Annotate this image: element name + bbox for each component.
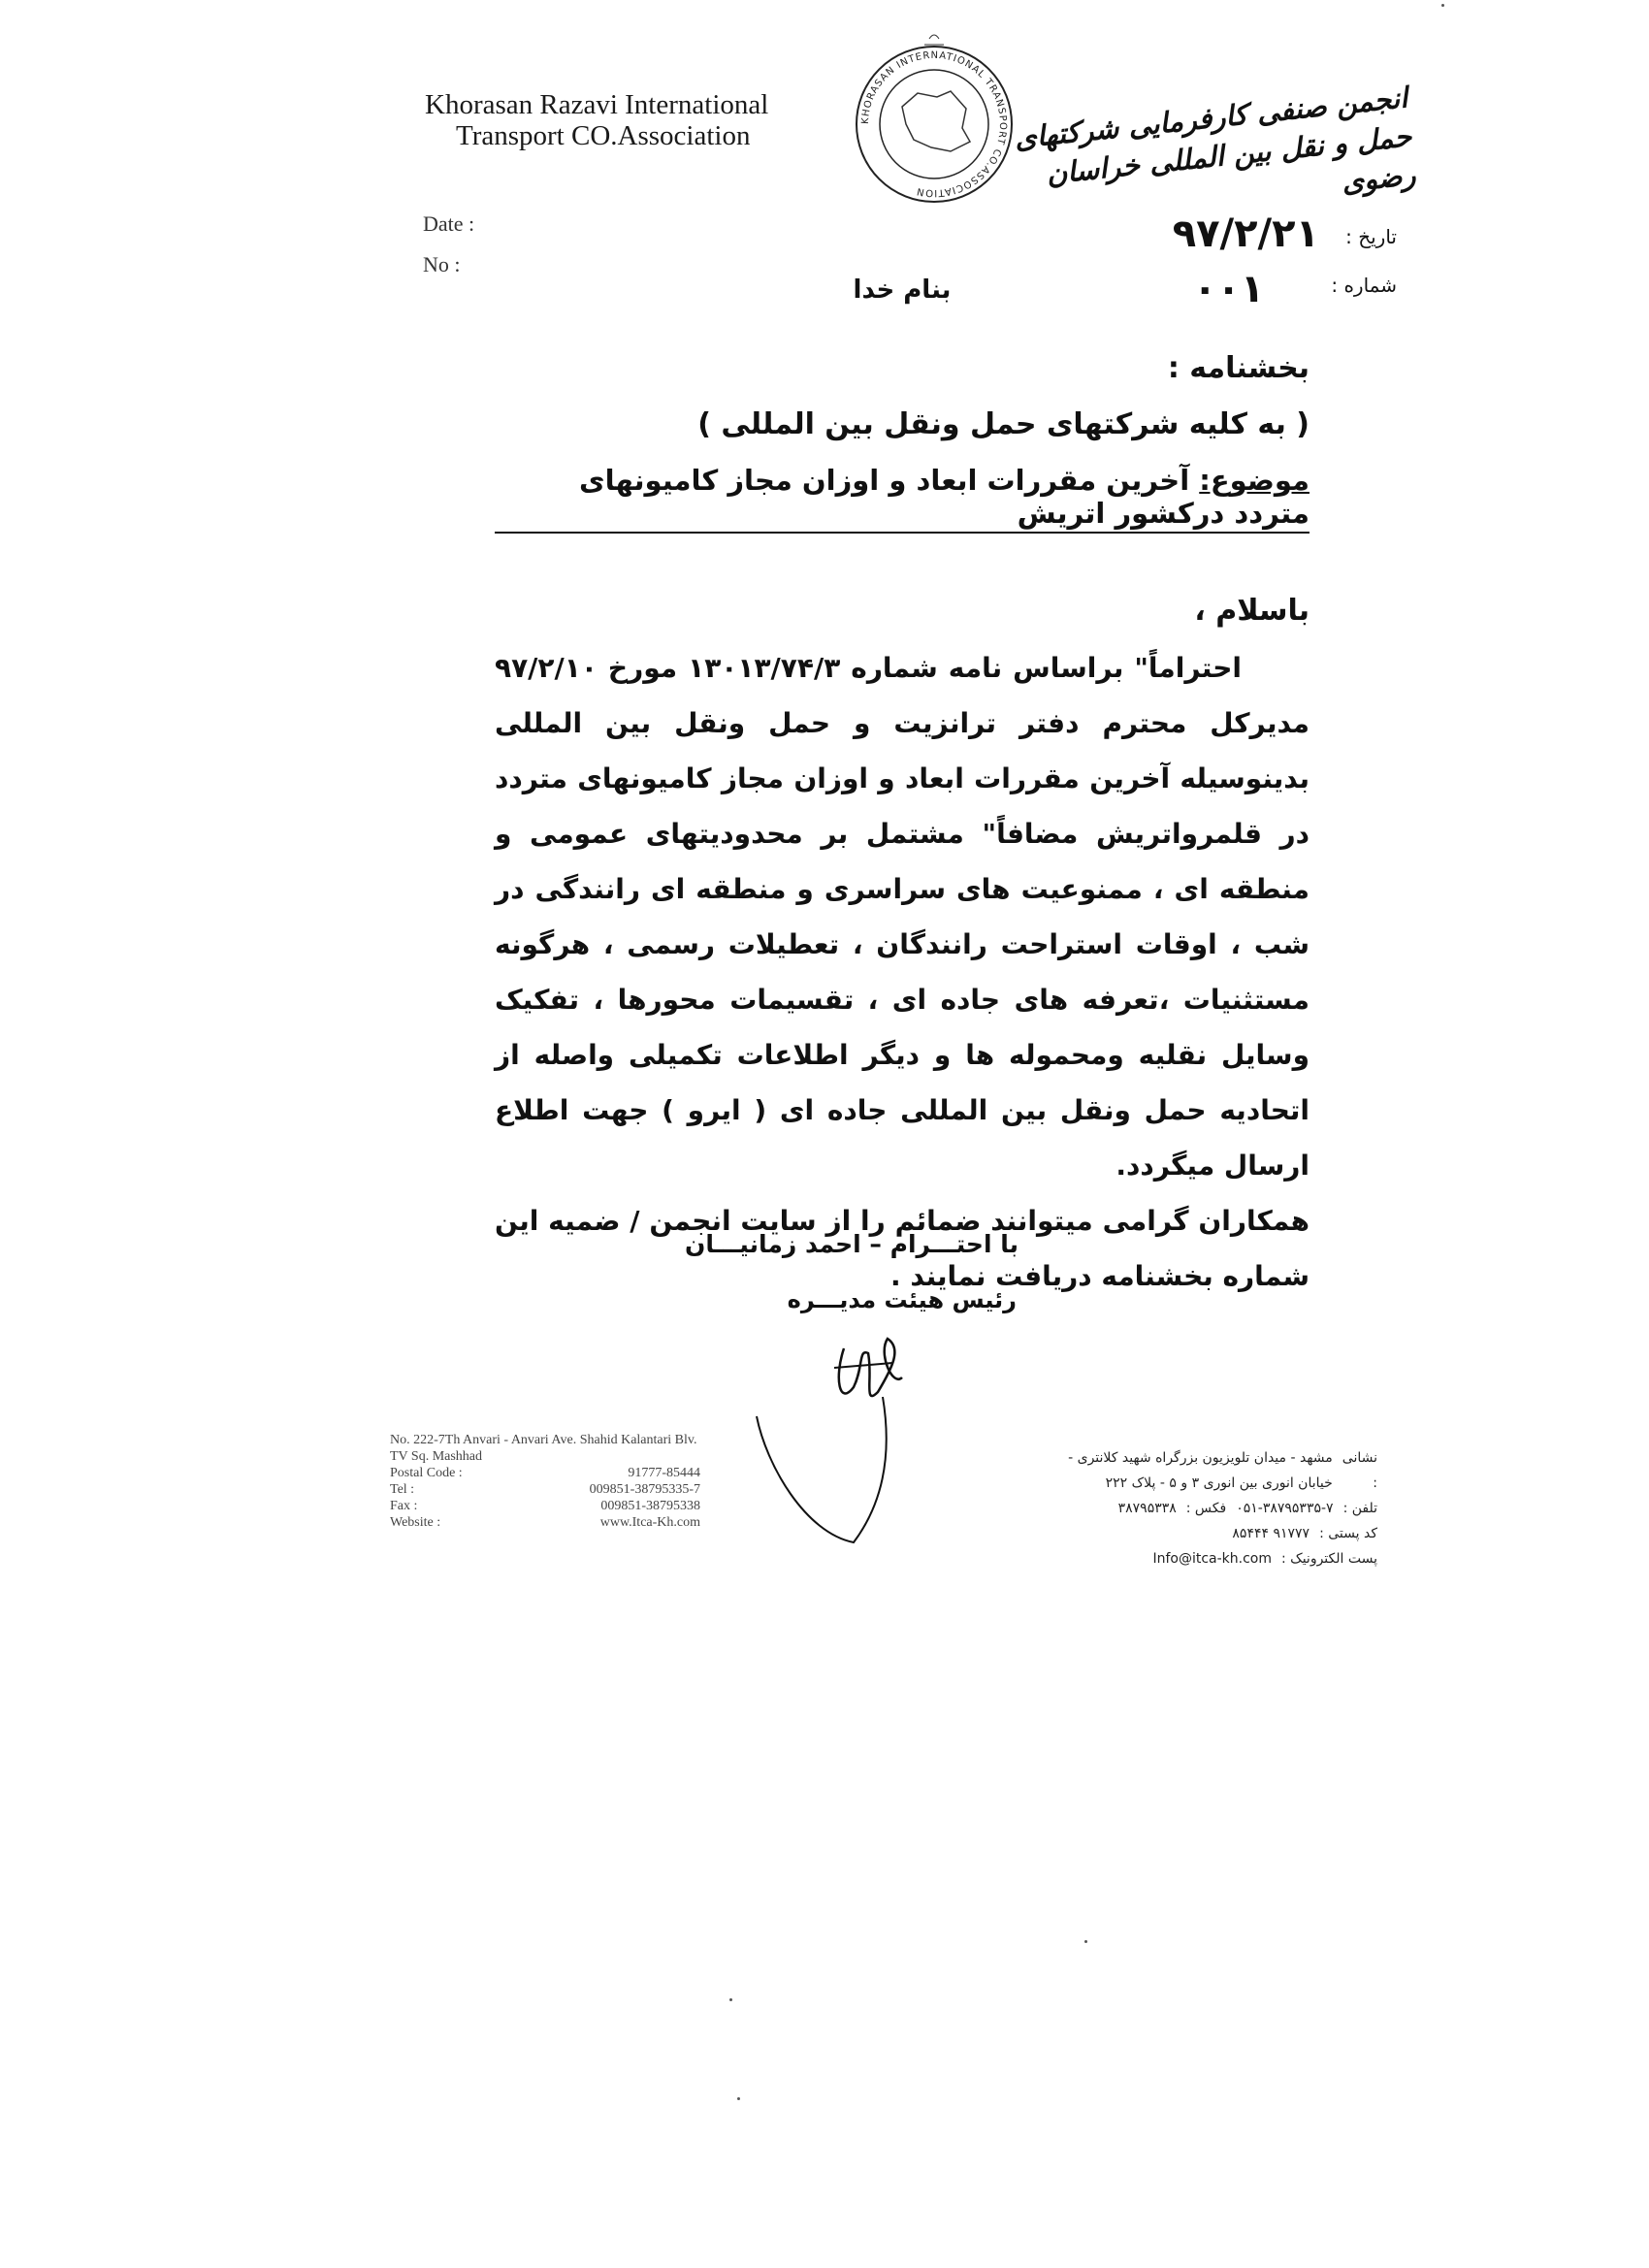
basmala: بنام خدا (853, 275, 952, 305)
email-label-fa: پست الکترونیک : (1281, 1551, 1377, 1567)
no-label-en: No : (423, 252, 461, 276)
body-paragraph-1: احتراماً" براساس نامه شماره ۱۳۰۱۳/۷۴/۳ مورخ ۹۷/۲/۱۰ مدیرکل محترم دفتر ترانزیت و حمل ونقل بین المللی بدینوسیله آخرین مقررات ابعاد و اوزان مجاز کامیونهای متردد در قلمرواتریش مضافاً" مشتمل بر محدودیتهای عمومی و منطقه ای ، ممنوعیت های سراسری و منطقه ای رانندگی در شب ، اوقات استراحت رانندگان ، تعطیلات رسمی ، هرگونه مستثنیات ،تعرفه های جاده ای ، تقسیمات محورها ، تفکیک وسایل نقلیه ومحموله ها و دیگر اطلاعات تکمیلی واصله از اتحادیه حمل ونقل بین المللی جاده ای ( ایرو ) جهت اطلاع ارسال میگردد. (495, 652, 1310, 1182)
footer-en (390, 1432, 700, 1531)
fax-value: 009851-38795338 (600, 1499, 700, 1513)
tel-label-fa: تلفن : (1342, 1501, 1377, 1516)
footer-en-fax (390, 1498, 700, 1514)
web-label: Website : (390, 1515, 441, 1530)
svg-text:KHORASAN INTERNATIONAL TRANSPO (860, 50, 1008, 198)
scan-speck (1441, 4, 1444, 7)
postal-value-fa: ۹۱۷۷۷ ۸۵۴۴۴ (1232, 1526, 1310, 1541)
tel-label: Tel : (390, 1482, 415, 1497)
signatory-position: رئیس هیئت مدیـــره (787, 1286, 1017, 1313)
fax-value-fa: ۳۸۷۹۵۳۳۸ (1117, 1501, 1177, 1516)
web-value: www.Itca-Kh.com (599, 1515, 700, 1530)
tel-value-fa: ۰۵۱-۳۸۷۹۵۳۳۵-۷ (1236, 1501, 1334, 1516)
date-value: ۹۷/۲/۲۱ (1172, 211, 1319, 256)
fax-label-fa: فکس : (1185, 1501, 1227, 1516)
footer-en-address: No. 222-7Th Anvari - Anvari Ave. Shahid Kalantari Blv. TV Sq. Mashhad (390, 1433, 697, 1464)
footer-en-postal (390, 1465, 700, 1481)
subject-line (495, 464, 1310, 534)
footer-fa-email (1057, 1546, 1377, 1571)
postal-label: Postal Code : (390, 1466, 463, 1480)
footer-fa-phone (1057, 1496, 1377, 1521)
circular-title: بخشنامه : (1167, 351, 1310, 385)
salutation: باسلام ، (1194, 594, 1310, 628)
no-label-fa: شماره : (1331, 274, 1397, 297)
scan-speck (1084, 1940, 1087, 1943)
number-value: ۰۰۱ (1193, 267, 1265, 311)
footer-en-web (390, 1514, 700, 1531)
tel-value: 009851-38795335-7 (589, 1482, 700, 1497)
org-name-en (425, 89, 768, 151)
postal-value: 91777-85444 (628, 1466, 700, 1480)
association-seal-icon (842, 27, 1026, 211)
date-label-fa: تاریخ : (1345, 225, 1397, 248)
org-name-en-line2: Transport CO.Association (456, 120, 751, 151)
handwritten-signature-icon (747, 1310, 941, 1552)
scan-speck (737, 2097, 740, 2100)
seal-ring-text: KHORASAN INTERNATIONAL TRANSPORT CO.ASSOCIATION (859, 49, 1009, 199)
subject-label: موضوع: (1199, 464, 1310, 497)
postal-label-fa: کد پستی : (1319, 1526, 1377, 1541)
fax-label: Fax : (390, 1499, 418, 1513)
body-paragraph-2: همکاران گرامی میتوانند ضمائم را از سایت انجمن / ضمیه این شماره بخشنامه دریافت نمایند . (495, 1205, 1310, 1292)
subject-text: آخرین مقررات ابعاد و اوزان مجاز کامیونهای متردد درکشور اتریش (579, 464, 1310, 530)
address-label-fa: نشانی : (1342, 1450, 1377, 1491)
footer-en-tel (390, 1481, 700, 1498)
recipients-line: ( به کلیه شرکتهای حمل ونقل بین المللی ) (697, 407, 1310, 441)
date-label-en: Date : (423, 211, 475, 236)
address-value-fa: مشهد - میدان تلویزیون بزرگراه شهید کلانتری - خیابان انوری بین انوری ۳ و ۵ - پلاک ۲۲۲ (1068, 1450, 1333, 1491)
email-value-fa: Info@itca-kh.com (1152, 1551, 1272, 1567)
footer-fa (1057, 1445, 1377, 1571)
footer-fa-address (1057, 1445, 1377, 1496)
letter-body (495, 640, 1310, 1304)
closing-signoff: با احتـــرام – احمد زمانیـــان (685, 1230, 1018, 1258)
org-name-fa: انجمن صنفی کارفرمایی شرکتهای حمل و نقل بین المللی خراسان رضوی (1013, 81, 1417, 199)
org-name-en-line1: Khorasan Razavi International (425, 89, 769, 120)
footer-fa-postal (1057, 1521, 1377, 1546)
scan-speck (729, 1998, 732, 2001)
